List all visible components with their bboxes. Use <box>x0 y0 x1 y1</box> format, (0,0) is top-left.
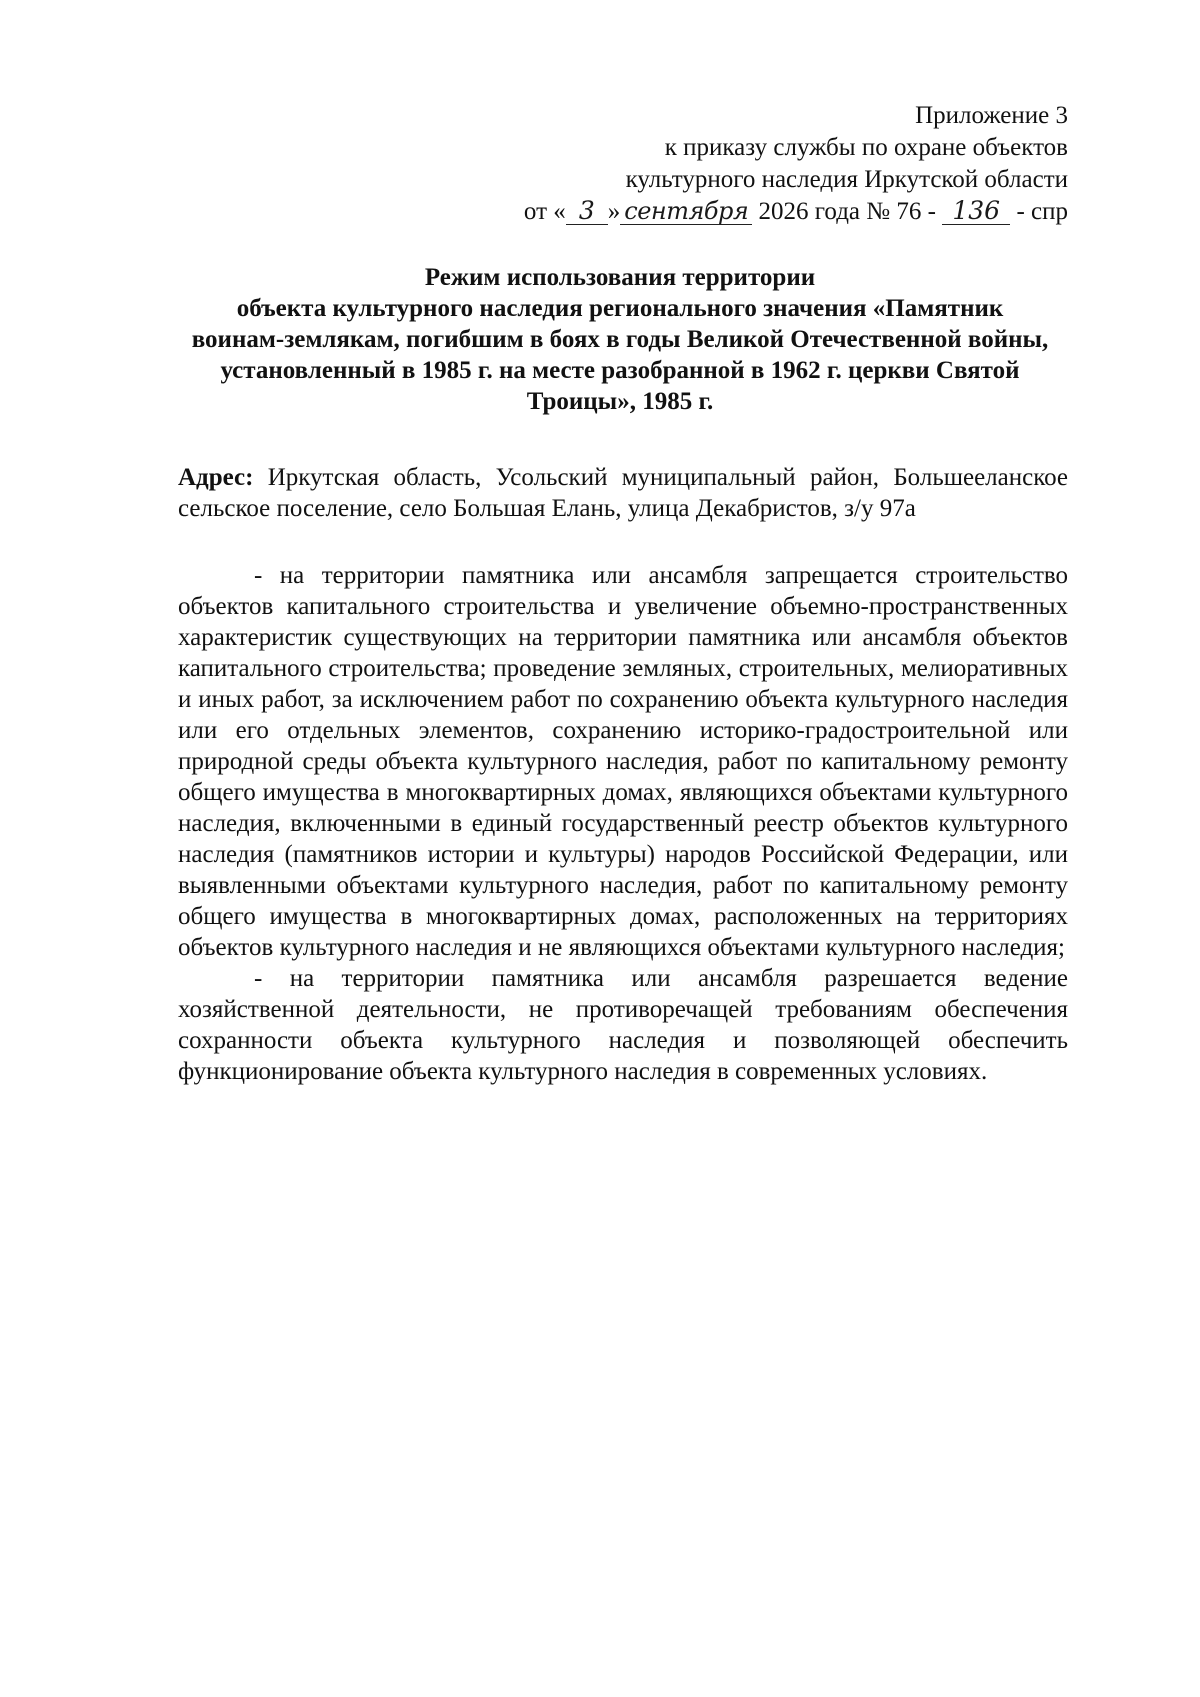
regime-body <box>178 560 1068 1087</box>
prohibitions-paragraph: - на территории памятника или ансамбля запрещается строительство объектов капитального строительства и увеличение объемно-пространственных характеристик существующих на территории памятника или ансамбля объектов капитального строительства; проведение земляных, строительных, мелиоративных и иных работ, за исключением работ по сохранению объекта культурного наследия или его отдельных элементов, сохранению историко-градостроительной или природной среды объекта культурного наследия, работ по капитальному ремонту общего имущества в многоквартирных домах, являющихся объектами культурного наследия, включенными в единый государственный реестр объектов культурного наследия (памятников истории и культуры) народов Российской Федерации, или выявленными объектами культурного наследия, работ по капитальному ремонту общего имущества в многоквартирных домах, расположенных на территориях объектов культурного наследия и не являющихся объектами культурного наследия; <box>178 562 1068 961</box>
order-year-number: 2026 года № 76 - <box>752 198 943 225</box>
document-title <box>170 262 1070 417</box>
appendix-line-service: культурного наследия Иркутской области <box>625 166 1068 193</box>
order-suffix: - спр <box>1010 198 1068 225</box>
title-line-2: объекта культурного наследия регионального значения «Памятник <box>236 295 1004 322</box>
title-line-5: Троицы», 1985 г. <box>526 388 714 415</box>
title-line-4: установленный в 1985 г. на месте разобранной в 1962 г. церкви Святой <box>220 357 1020 384</box>
permissions-paragraph: - на территории памятника или ансамбля разрешается ведение хозяйственной деятельности, не противоречащей требованиям обеспечения сохранности объекта культурного наследия и позволяющей обеспечить функционирование объекта культурного наследия в современных условиях. <box>178 965 1068 1085</box>
appendix-number: Приложение 3 <box>915 102 1068 129</box>
title-line-1: Режим использования территории <box>424 264 816 291</box>
order-quote-close: » <box>607 198 621 225</box>
address-label: Адрес: <box>178 464 254 491</box>
order-number-handwritten: 136 <box>942 198 1010 225</box>
appendix-line-order-ref: к приказу службы по охране объектов <box>664 134 1068 161</box>
title-line-3: воинам-землякам, погибшим в боях в годы Великой Отечественной войны, <box>191 326 1049 353</box>
order-day-handwritten: 3 <box>566 198 608 225</box>
address-text: Иркутская область, Усольский муниципальный район, Большееланское сельское поселение, село Большая Елань, улица Декабристов, з/у 97а <box>178 464 1068 522</box>
order-prefix: от « <box>523 198 566 225</box>
order-month-handwritten: сентября <box>620 198 752 225</box>
order-date-line <box>428 196 1068 228</box>
address-block <box>178 462 1068 524</box>
appendix-header <box>428 100 1068 228</box>
